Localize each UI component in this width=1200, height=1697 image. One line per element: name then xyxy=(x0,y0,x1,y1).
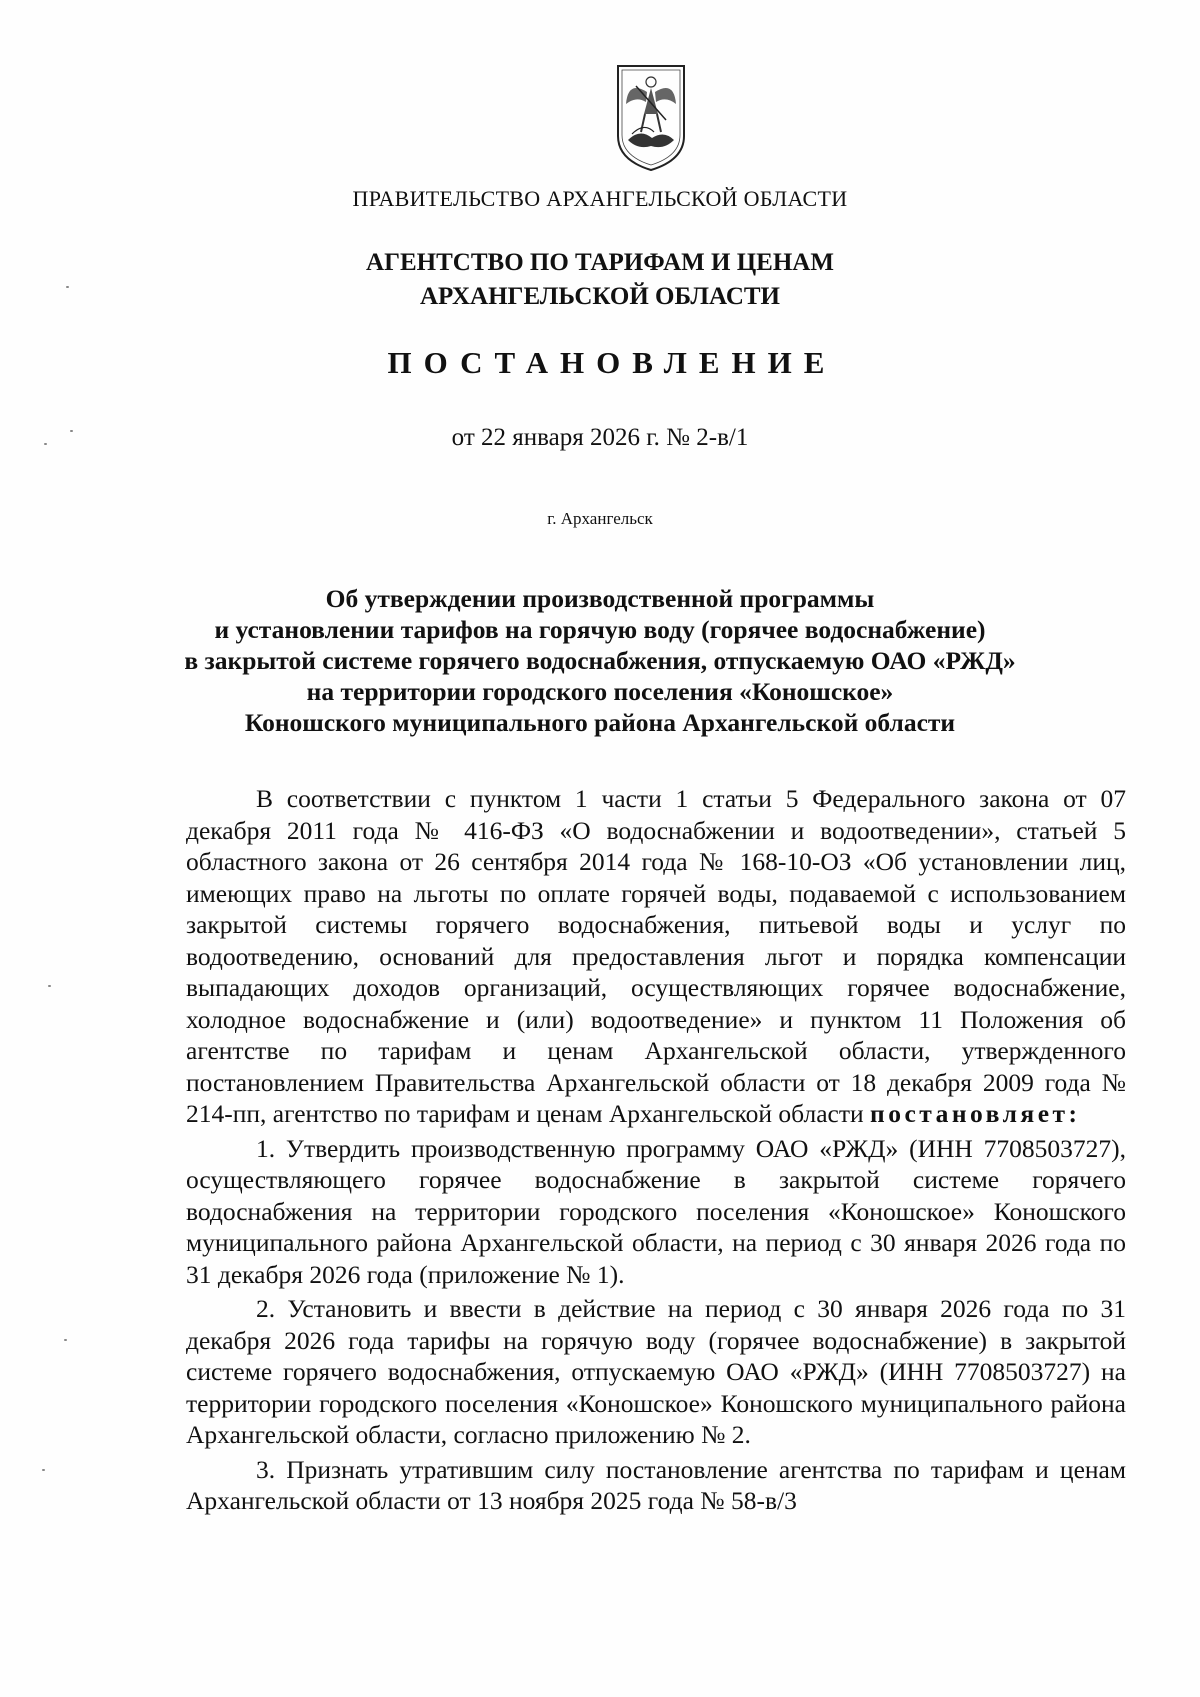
resolves-word: постановляет: xyxy=(870,1099,1081,1128)
item-3-paragraph: 3. Признать утратившим силу постановление агентства по тарифам и ценам Архангельской области от 13 ноября 2025 года № 58-в/3 xyxy=(186,1454,1126,1515)
document-date-number: от 22 января 2026 г. № 2-в/1 xyxy=(451,424,749,451)
document-type-heading: ПОСТАНОВЛЕНИЕ xyxy=(387,345,837,380)
agency-name-line-2: АРХАНГЕЛЬСКОЙ ОБЛАСТИ xyxy=(420,283,780,310)
scan-speck xyxy=(64,1339,67,1341)
title-line-3: в закрытой системе горячего водоснабжения, отпускаемую ОАО «РЖД» xyxy=(184,646,1016,675)
preamble-paragraph xyxy=(186,783,1126,1130)
title-line-2: и установлении тарифов на горячую воду (горячее водоснабжение) xyxy=(214,615,986,644)
title-line-4: на территории городского поселения «Коношское» xyxy=(306,677,894,706)
title-line-1: Об утверждении производственной программы xyxy=(325,584,875,613)
scan-speck xyxy=(48,985,51,987)
item-1-paragraph: 1. Утвердить производственную программу ОАО «РЖД» (ИНН 7708503727), осуществляющего горячее водоснабжение в закрытой системе горячего водоснабжения на территории городского поселения «Коношское» Коношского муниципального района Архангельской области, на период с 30 января 2026 года по 31 декабря 2026 года (приложение № 1). xyxy=(186,1133,1126,1289)
title-line-5: Коношского муниципального района Архангельской области xyxy=(244,708,956,737)
scan-speck xyxy=(66,286,69,288)
document-city: г. Архангельск xyxy=(547,509,653,528)
preamble-text: В соответствии с пунктом 1 части 1 статьи 5 Федерального закона от 07 декабря 2011 года № 416-ФЗ «О водоснабжении и водоотведении», статьей 5 областного закона от 26 сентября 2014 года № 168-10-ОЗ «Об установлении лиц, имеющих право на льготы по оплате горячей воды, подаваемой с использованием закрытой системы горячего водоснабжения, питьевой воды и услуг по водоотведению, оснований для предоставления льгот и порядка компенсации выпадающих доходов организаций, осуществляющих горячее водоснабжение, холодное водоснабжение и (или) водоотведение» и пунктом 11 Положения об агентстве по тарифам и ценам Архангельской области, утвержденного постановлением Правительства Архангельской области от 18 декабря 2009 года № 214-пп, агентство по тарифам и ценам Архангельской области xyxy=(186,784,1126,1128)
scan-speck xyxy=(44,443,47,445)
scan-speck xyxy=(70,430,73,432)
item-2-paragraph: 2. Установить и ввести в действие на период с 30 января 2026 года по 31 декабря 2026 года тарифы на горячую воду (горячее водоснабжение) в закрытой системе горячего водоснабжения, отпускаемую ОАО «РЖД» (ИНН 7708503727) на территории городского поселения «Коношское» Коношского муниципального района Архангельской области, согласно приложению № 2. xyxy=(186,1294,1126,1449)
coat-of-arms-emblem xyxy=(614,62,688,174)
government-name: ПРАВИТЕЛЬСТВО АРХАНГЕЛЬСКОЙ ОБЛАСТИ xyxy=(352,186,848,211)
document-body xyxy=(186,783,1126,1517)
scan-speck xyxy=(42,1469,45,1471)
agency-name-line-1: АГЕНТСТВО ПО ТАРИФАМ И ЦЕНАМ xyxy=(366,249,834,276)
document-title xyxy=(0,583,1200,738)
agency-name xyxy=(0,246,1200,314)
